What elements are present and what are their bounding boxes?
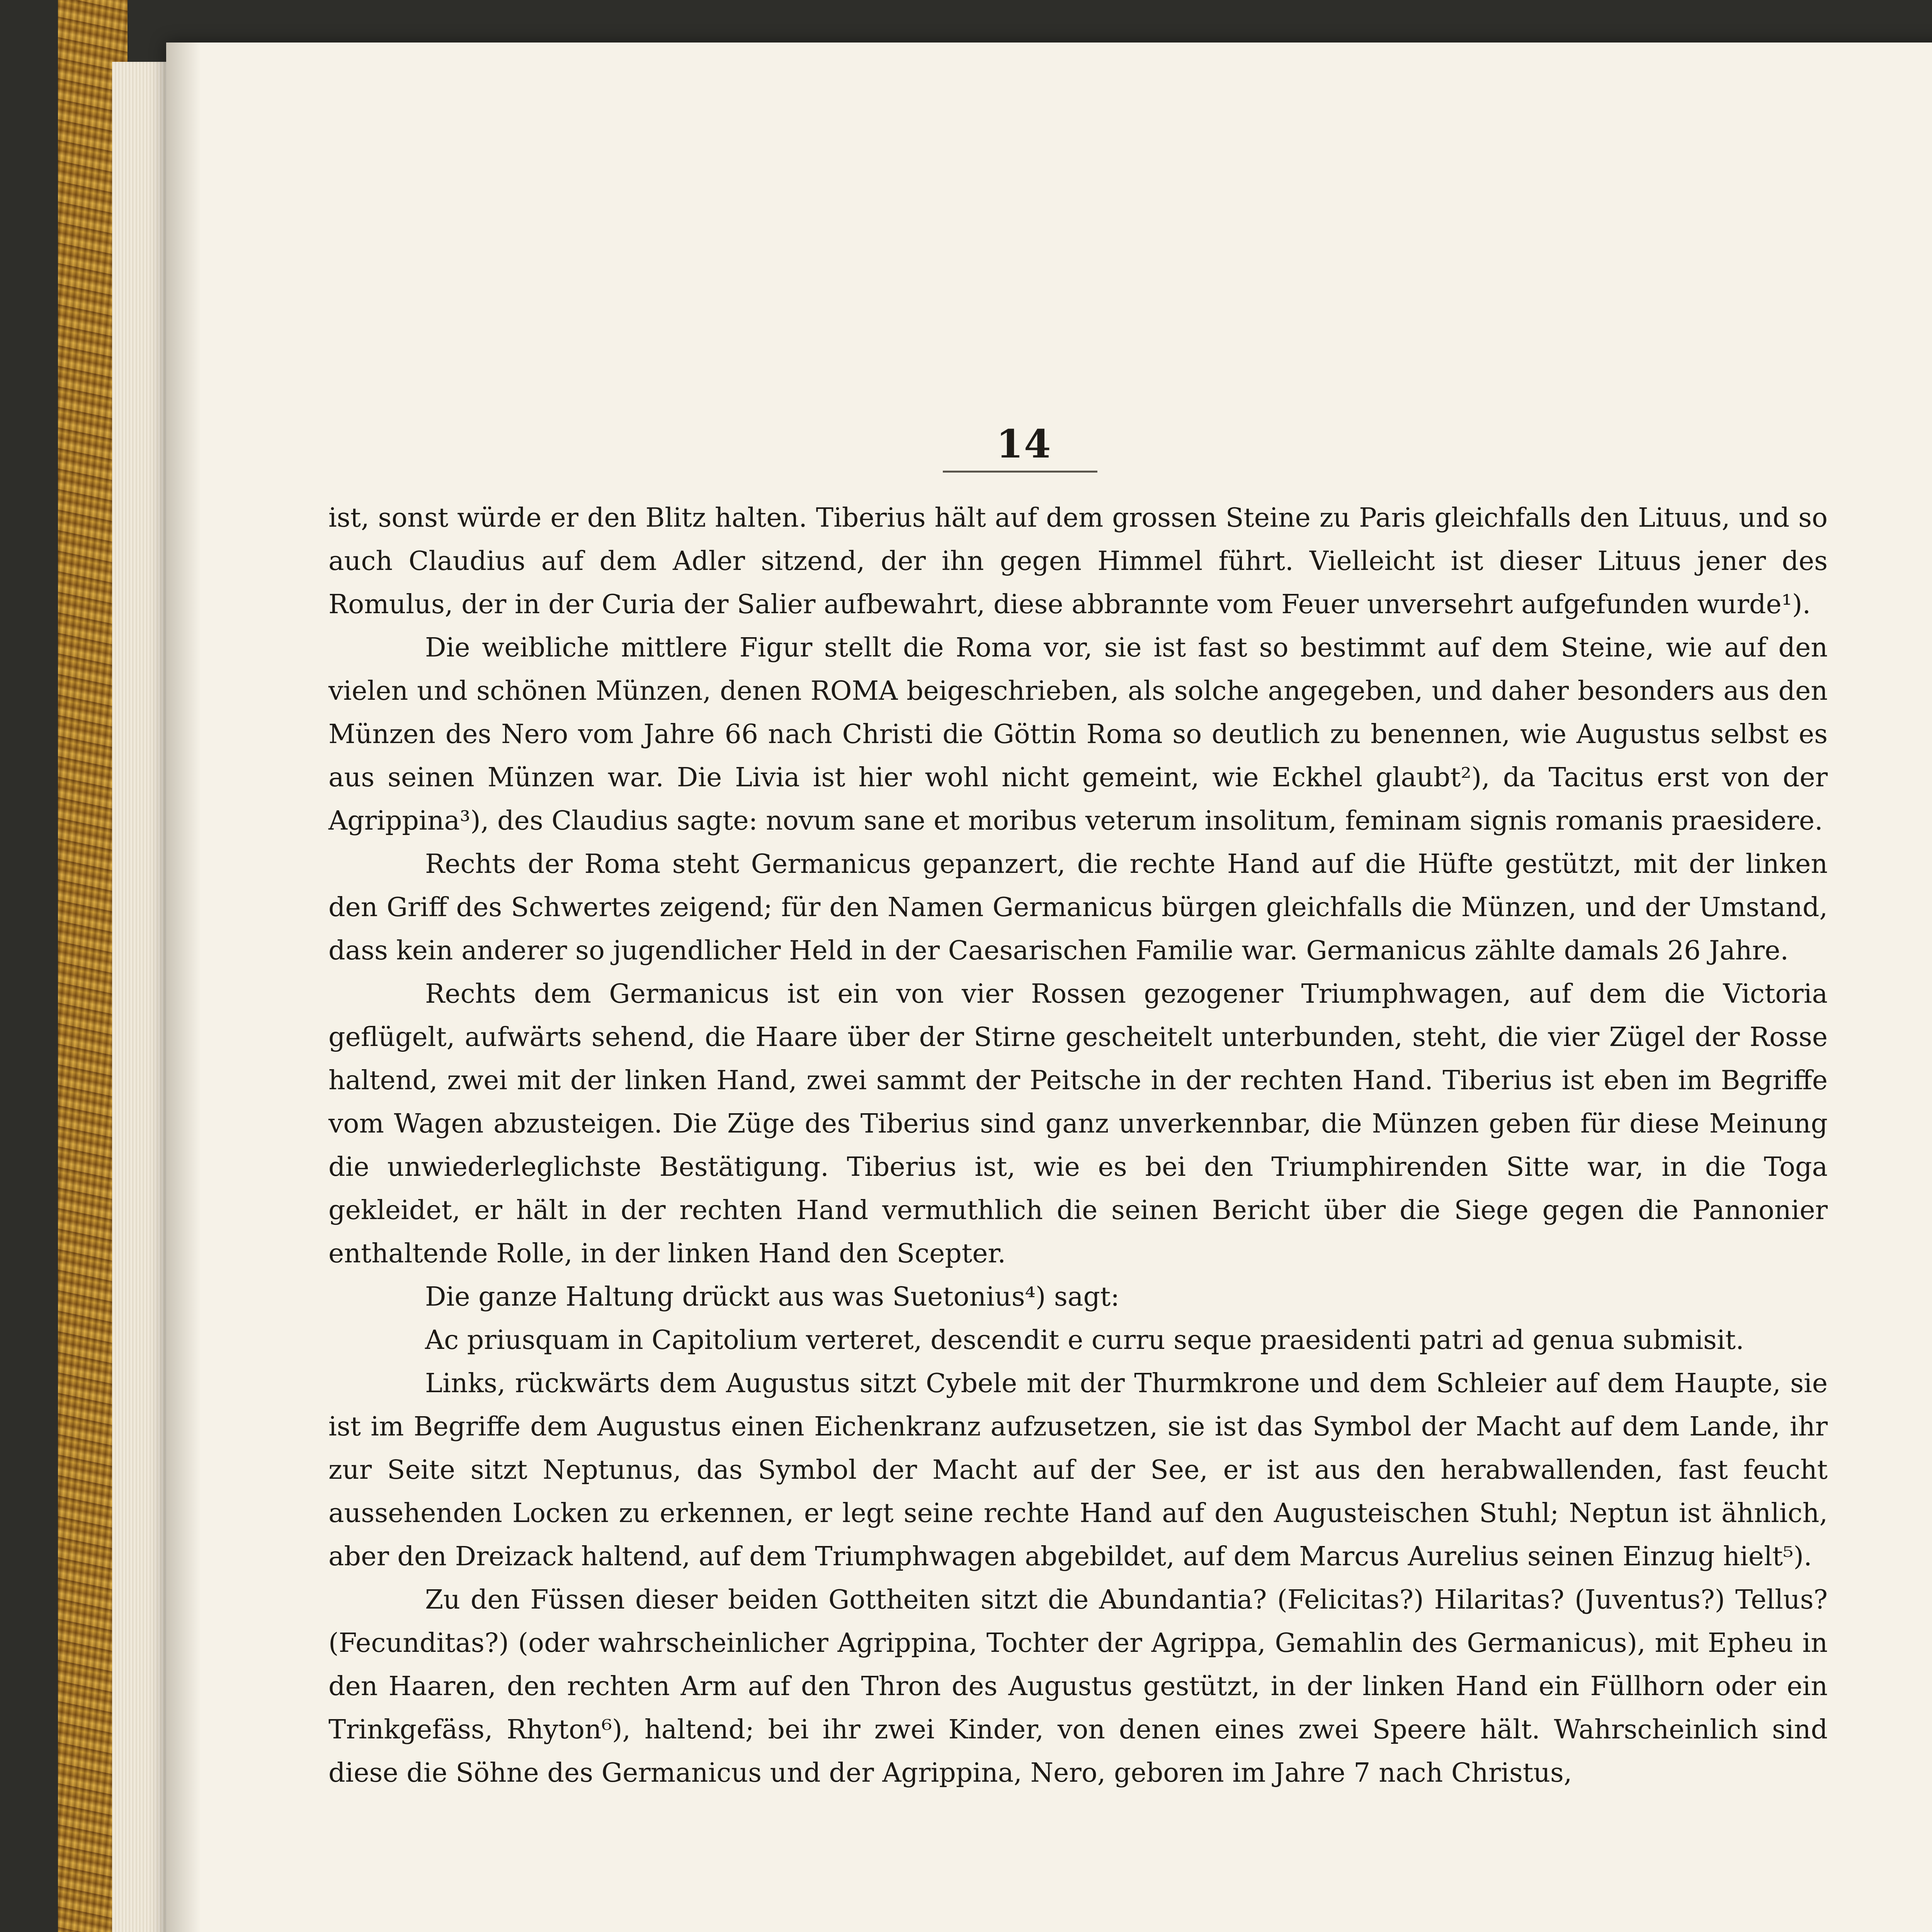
paragraph: Zu den Füssen dieser beiden Gottheiten sitzt die Abundantia? (Felicitas?) Hilaritas? (Juventus?) Tellus? (Fecunditas?) (oder wahrscheinlicher Agrippina, Tochter der Agrippa, Gemahlin des Germanicus), mit Epheu in den Haaren, den rechten Arm auf den Thron des Augustus gestützt, in der linken Hand ein Füllhorn oder ein Trinkgefäss, Rhyton⁶), haltend; bei ihr zwei Kinder, von denen eines zwei Speere hält. Wahrscheinlich sind diese die Söhne des Germanicus und der Agrippina, Nero, geboren im Jahre 7 nach Christus, [328, 1585, 1828, 1788]
paragraph: Links, rückwärts dem Augustus sitzt Cybele mit der Thurmkrone und dem Schleier auf dem Haupte, sie ist im Begriffe dem Augustus einen Eichenkranz aufzusetzen, sie ist das Symbol der Macht auf dem Lande, ihr zur Seite sitzt Neptunus, das Symbol der Macht auf der See, er ist aus den herabwallenden, fast feucht aussehenden Locken zu erkennen, er legt seine rechte Hand auf den Augusteischen Stuhl; Neptun ist ähnlich, aber den Dreizack haltend, auf dem Triumphwagen abgebildet, auf dem Marcus Aurelius seinen Einzug hielt⁵). [328, 1368, 1828, 1572]
page-number-rule [943, 471, 1097, 473]
body-text [328, 497, 1828, 1795]
paragraph: Rechts der Roma steht Germanicus gepanzert, die rechte Hand auf die Hüfte gestützt, mit der linken den Griff des Schwertes zeigend; für den Namen Germanicus bürgen gleichfalls die Münzen, und der Umstand, dass kein anderer so jugendlicher Held in der Caesarischen Familie war. Germanicus zählte damals 26 Jahre. [328, 849, 1828, 966]
paragraph: Die weibliche mittlere Figur stellt die Roma vor, sie ist fast so bestimmt auf dem Steine, wie auf den vielen und schönen Münzen, denen ROMA beigeschrieben, als solche angegeben, und daher besonders aus den Münzen des Nero vom Jahre 66 nach Christi die Göttin Roma so deutlich zu benennen, wie Augustus selbst es aus seinen Münzen war. Die Livia ist hier wohl nicht gemeint, wie Eckhel glaubt²), da Tacitus erst von der Agrippina³), des Claudius sagte: novum sane et moribus veterum insolitum, feminam signis romanis praesidere. [328, 633, 1828, 836]
paragraph: Die ganze Haltung drückt aus was Suetonius⁴) sagt: [425, 1282, 1120, 1312]
paragraph: ist, sonst würde er den Blitz halten. Tiberius hält auf dem grossen Steine zu Paris gleichfalls den Lituus, und so auch Claudius auf dem Adler sitzend, der ihn gegen Himmel führt. Vielleicht ist dieser Lituus jener des Romulus, der in der Curia der Salier aufbewahrt, diese abbrannte vom Feuer unversehrt aufgefunden wurde¹). [328, 503, 1828, 620]
page-number: 14 [996, 421, 1052, 467]
paragraph: Rechts dem Germanicus ist ein von vier Rossen gezogener Triumphwagen, auf dem die Victoria geflügelt, aufwärts sehend, die Haare über der Stirne gescheitelt unterbunden, steht, die vier Zügel der Rosse haltend, zwei mit der linken Hand, zwei sammt der Peitsche in der rechten Hand. Tiberius ist eben im Begriffe vom Wagen abzusteigen. Die Züge des Tiberius sind ganz unverkennbar, die Münzen geben für diese Meinung die unwiederleglichste Bestätigung. Tiberius ist, wie es bei den Triumphirenden Sitte war, in die Toga gekleidet, er hält in der rechten Hand vermuthlich die seinen Bericht über die Siege gegen die Pannonier enthaltende Rolle, in der linken Hand den Scepter. [328, 979, 1828, 1269]
gutter-shadow [166, 43, 201, 1932]
paragraph: Ac priusquam in Capitolium verteret, descendit e curru seque praesidenti patri ad genua submisit. [425, 1325, 1744, 1355]
page-block-edge [112, 62, 170, 1932]
